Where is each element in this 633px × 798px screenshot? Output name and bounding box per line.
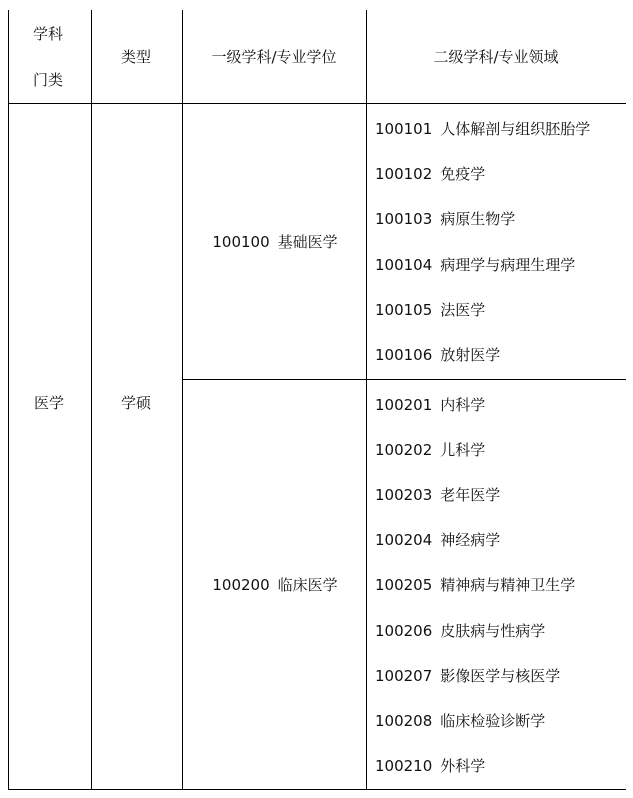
level2-item [375, 396, 485, 414]
level2-name: 免疫学 [440, 165, 486, 183]
level2-item [375, 622, 545, 640]
level2-name: 内科学 [440, 396, 486, 414]
level2-item [375, 486, 500, 504]
level1-cell [212, 576, 337, 594]
level2-code: 100204 [375, 531, 433, 549]
level2-item [375, 531, 500, 549]
category-cell: 医学 [33, 394, 65, 412]
header-divider [8, 103, 626, 104]
level2-code: 100104 [375, 256, 433, 274]
column-divider [8, 10, 9, 790]
header-level1: 一级学科/专业学位 [211, 48, 337, 66]
level2-item [375, 256, 575, 274]
level2-code: 100103 [375, 210, 433, 228]
level2-item [375, 576, 575, 594]
column-divider [182, 10, 183, 790]
level2-name: 病理学与病理生理学 [440, 256, 576, 274]
level2-item [375, 346, 500, 364]
type-cell: 学硕 [120, 394, 152, 412]
level1-code: 100200 [212, 576, 270, 594]
level2-name: 影像医学与核医学 [440, 667, 561, 685]
level2-item [375, 120, 590, 138]
level2-item [375, 301, 485, 319]
level2-item [375, 210, 515, 228]
level2-item [375, 757, 485, 775]
level2-code: 100105 [375, 301, 433, 319]
column-divider [91, 10, 92, 790]
level2-name: 儿科学 [440, 441, 486, 459]
level2-name: 人体解剖与组织胚胎学 [440, 120, 591, 138]
level2-name: 神经病学 [440, 531, 501, 549]
level1-code: 100100 [212, 233, 270, 251]
header-type: 类型 [120, 48, 152, 66]
level2-item [375, 165, 485, 183]
table-bottom-border [8, 789, 626, 790]
level2-name: 病原生物学 [440, 210, 516, 228]
level2-item [375, 712, 545, 730]
level1-cell [212, 233, 337, 251]
header-category-line1: 学科 [32, 25, 64, 43]
level1-name: 基础医学 [277, 233, 338, 251]
level2-name: 皮肤病与性病学 [440, 622, 546, 640]
level2-code: 100207 [375, 667, 433, 685]
level1-name: 临床医学 [277, 576, 338, 594]
level2-item [375, 441, 485, 459]
level2-code: 100101 [375, 120, 433, 138]
level2-name: 临床检验诊断学 [440, 712, 546, 730]
level2-code: 100210 [375, 757, 433, 775]
level2-code: 100201 [375, 396, 433, 414]
group-divider [182, 379, 626, 380]
level2-name: 放射医学 [440, 346, 501, 364]
level2-code: 100208 [375, 712, 433, 730]
level2-code: 100203 [375, 486, 433, 504]
level2-code: 100106 [375, 346, 433, 364]
level2-name: 精神病与精神卫生学 [440, 576, 576, 594]
level2-name: 外科学 [440, 757, 486, 775]
level2-code: 100102 [375, 165, 433, 183]
level2-name: 老年医学 [440, 486, 501, 504]
column-divider [366, 10, 367, 790]
header-category-line2: 门类 [32, 71, 64, 89]
level2-code: 100206 [375, 622, 433, 640]
header-level2: 二级学科/专业领域 [433, 48, 559, 66]
level2-name: 法医学 [440, 301, 486, 319]
level2-code: 100205 [375, 576, 433, 594]
level2-code: 100202 [375, 441, 433, 459]
level2-item [375, 667, 560, 685]
